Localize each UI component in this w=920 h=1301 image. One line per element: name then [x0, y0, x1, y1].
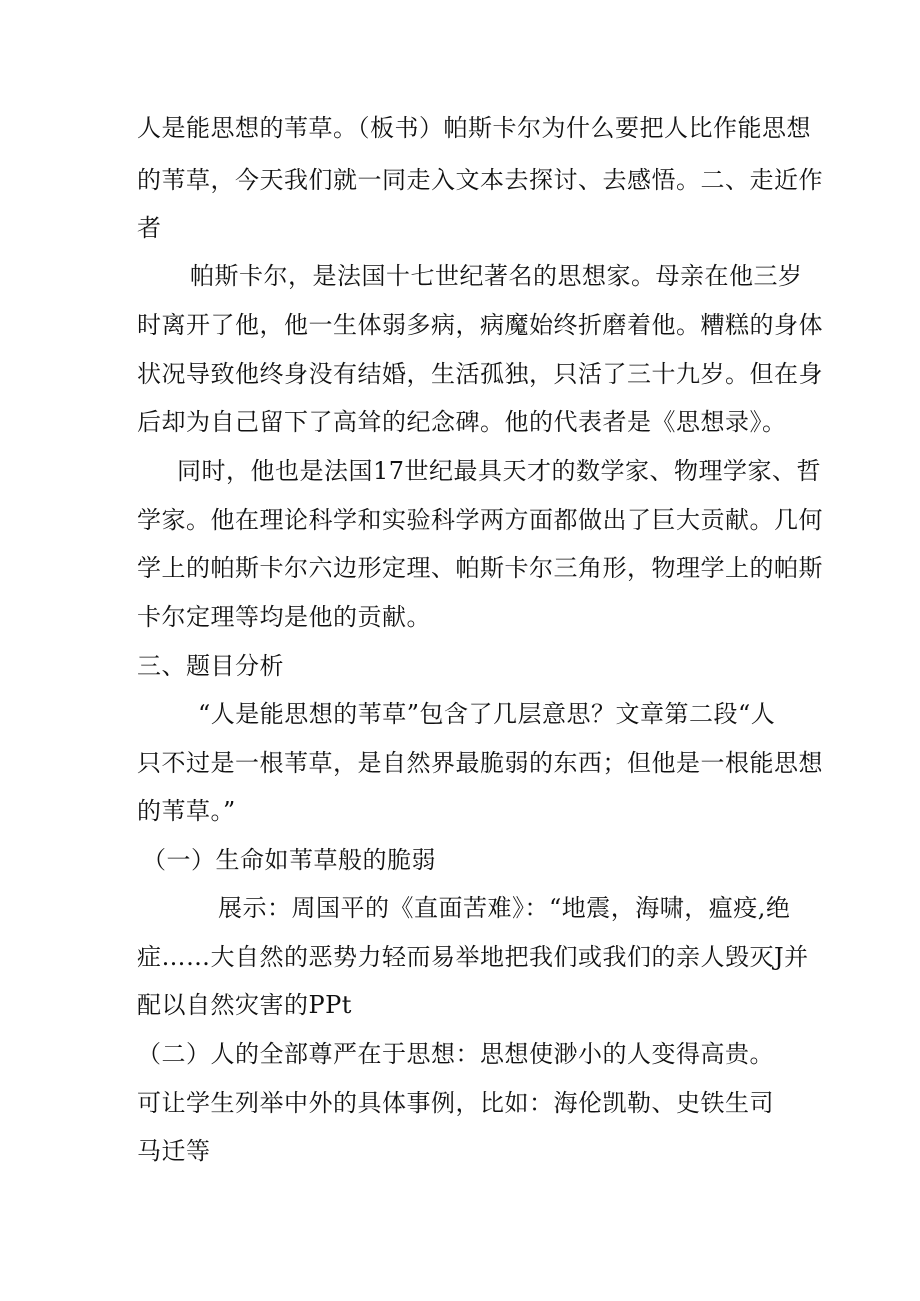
section-heading: 三、题目分析	[137, 652, 284, 680]
text-line: 同时，他也是法国17世纪最具天才的数学家、物理学家、哲	[177, 457, 822, 485]
subsection-heading: （一）生命如苇草般的脆弱	[142, 846, 436, 874]
text-line: 的苇草。”	[137, 797, 236, 825]
text-line: 的苇草，今天我们就一同走入文本去探讨、去感悟。二、走近作	[137, 166, 823, 194]
text-line: 配以自然灾害的PPt	[137, 991, 352, 1019]
text-line: 学上的帕斯卡尔六边形定理、帕斯卡尔三角形，物理学上的帕斯	[137, 554, 823, 582]
text-line: 展示：周国平的《直面苦难》：“地震，海啸，瘟疫,绝	[218, 894, 791, 922]
subsection-heading: （二）人的全部尊严在于思想：思想使渺小的人变得高贵。	[137, 1040, 774, 1068]
text-line: “人是能思想的苇草”包含了几层意思？文章第二段“人	[198, 700, 776, 728]
text-line: 可让学生列举中外的具体事例，比如：海伦凯勒、史铁生司	[137, 1089, 774, 1117]
text-line: 学家。他在理论科学和实验科学两方面都做出了巨大贡献。几何	[137, 506, 823, 534]
text-line: 者	[137, 214, 162, 242]
text-line: 人是能思想的苇草。（板书）帕斯卡尔为什么要把人比作能思想	[137, 114, 811, 142]
text-line: 症……大自然的恶势力轻而易举地把我们或我们的亲人毁灭J并	[137, 943, 809, 971]
text-line: 时离开了他，他一生体弱多病，病魔始终折磨着他。糟糕的身体	[137, 311, 823, 339]
text-line: 状况导致他终身没有结婚，生活孤独，只活了三十九岁。但在身	[137, 360, 823, 388]
text-line: 只不过是一根苇草，是自然界最脆弱的东西；但他是一根能思想	[137, 749, 823, 777]
text-line: 卡尔定理等均是他的贡献。	[137, 603, 431, 631]
text-line: 马迁等	[137, 1137, 211, 1165]
text-line: 后却为自己留下了高耸的纪念碑。他的代表者是《思想录》。	[137, 408, 787, 436]
text-line: 帕斯卡尔，是法国十七世纪著名的思想家。母亲在他三岁	[190, 262, 803, 290]
